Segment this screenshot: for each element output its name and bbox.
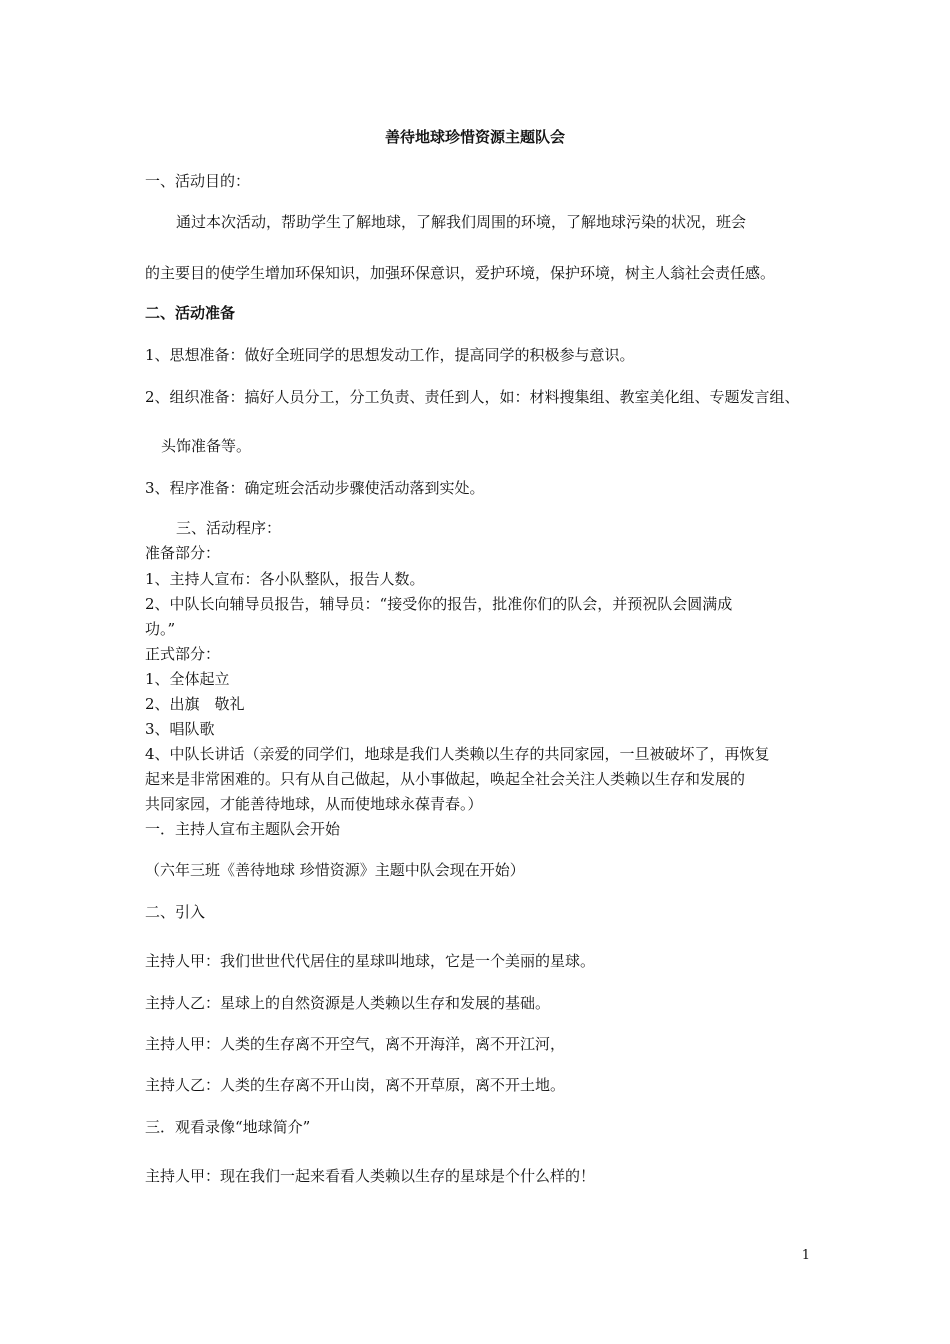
paragraph-line: 2、组织准备：搞好人员分工，分工负责、责任到人，如：材料搜集组、教室美化组、专题发言组、	[145, 388, 800, 406]
paragraph-line: 的主要目的使学生增加环保知识，加强环保意识，爱护环境，保护环境，树主人翁社会责任感。	[145, 264, 776, 282]
paragraph-line: 1、全体起立	[145, 670, 230, 688]
paragraph-line: 正式部分：	[145, 645, 221, 663]
paragraph-line: 功。”	[145, 620, 176, 638]
paragraph-line: 一．主持人宣布主题队会开始	[145, 820, 341, 838]
paragraph-line: 通过本次活动，帮助学生了解地球，了解我们周围的环境，了解地球污染的状况，班会	[176, 213, 747, 231]
paragraph-line: 4、中队长讲话（亲爱的同学们，地球是我们人类赖以生存的共同家园，一旦被破坏了，再恢复	[145, 745, 770, 763]
document-title: 善待地球珍惜资源主题队会	[384, 128, 565, 146]
section-heading-procedure: 三、活动程序：	[176, 519, 282, 537]
section-heading-preparation: 二、活动准备	[145, 304, 236, 322]
paragraph-line: 起来是非常困难的。只有从自己做起，从小事做起，唤起全社会关注人类赖以生存和发展的	[145, 770, 746, 788]
paragraph-line: 二、引入	[145, 903, 206, 921]
paragraph-line: 主持人乙：人类的生存离不开山岗，离不开草原，离不开土地。	[145, 1076, 566, 1094]
paragraph-line: 1、思想准备：做好全班同学的思想发动工作，提高同学的积极参与意识。	[145, 346, 635, 364]
paragraph-line: 头饰准备等。	[161, 437, 252, 455]
paragraph-line: 三．观看录像“地球简介”	[145, 1118, 311, 1136]
paragraph-line: 主持人甲：人类的生存离不开空气，离不开海洋，离不开江河，	[145, 1035, 566, 1053]
paragraph-line: 主持人甲：我们世世代代居住的星球叫地球，它是一个美丽的星球。	[145, 952, 596, 970]
paragraph-line: 3、唱队歌	[145, 720, 215, 738]
paragraph-line: （六年三班《善待地球 珍惜资源》主题中队会现在开始）	[145, 861, 525, 879]
paragraph-line: 主持人乙：星球上的自然资源是人类赖以生存和发展的基础。	[145, 994, 551, 1012]
paragraph-line: 共同家园，才能善待地球，从而使地球永葆青春。）	[145, 795, 483, 813]
paragraph-line: 主持人甲：现在我们一起来看看人类赖以生存的星球是个什么样的！	[145, 1167, 596, 1185]
paragraph-line: 2、出旗 敬礼	[145, 695, 245, 713]
paragraph-line: 3、程序准备：确定班会活动步骤使活动落到实处。	[145, 479, 485, 497]
page-number: 1	[801, 1248, 810, 1263]
section-heading-purpose: 一、活动目的：	[145, 172, 251, 190]
paragraph-line: 准备部分：	[145, 544, 221, 562]
paragraph-line: 2、中队长向辅导员报告，辅导员：“接受你的报告，批准你们的队会，并预祝队会圆满成	[145, 595, 733, 613]
paragraph-line: 1、主持人宣布：各小队整队，报告人数。	[145, 570, 425, 588]
